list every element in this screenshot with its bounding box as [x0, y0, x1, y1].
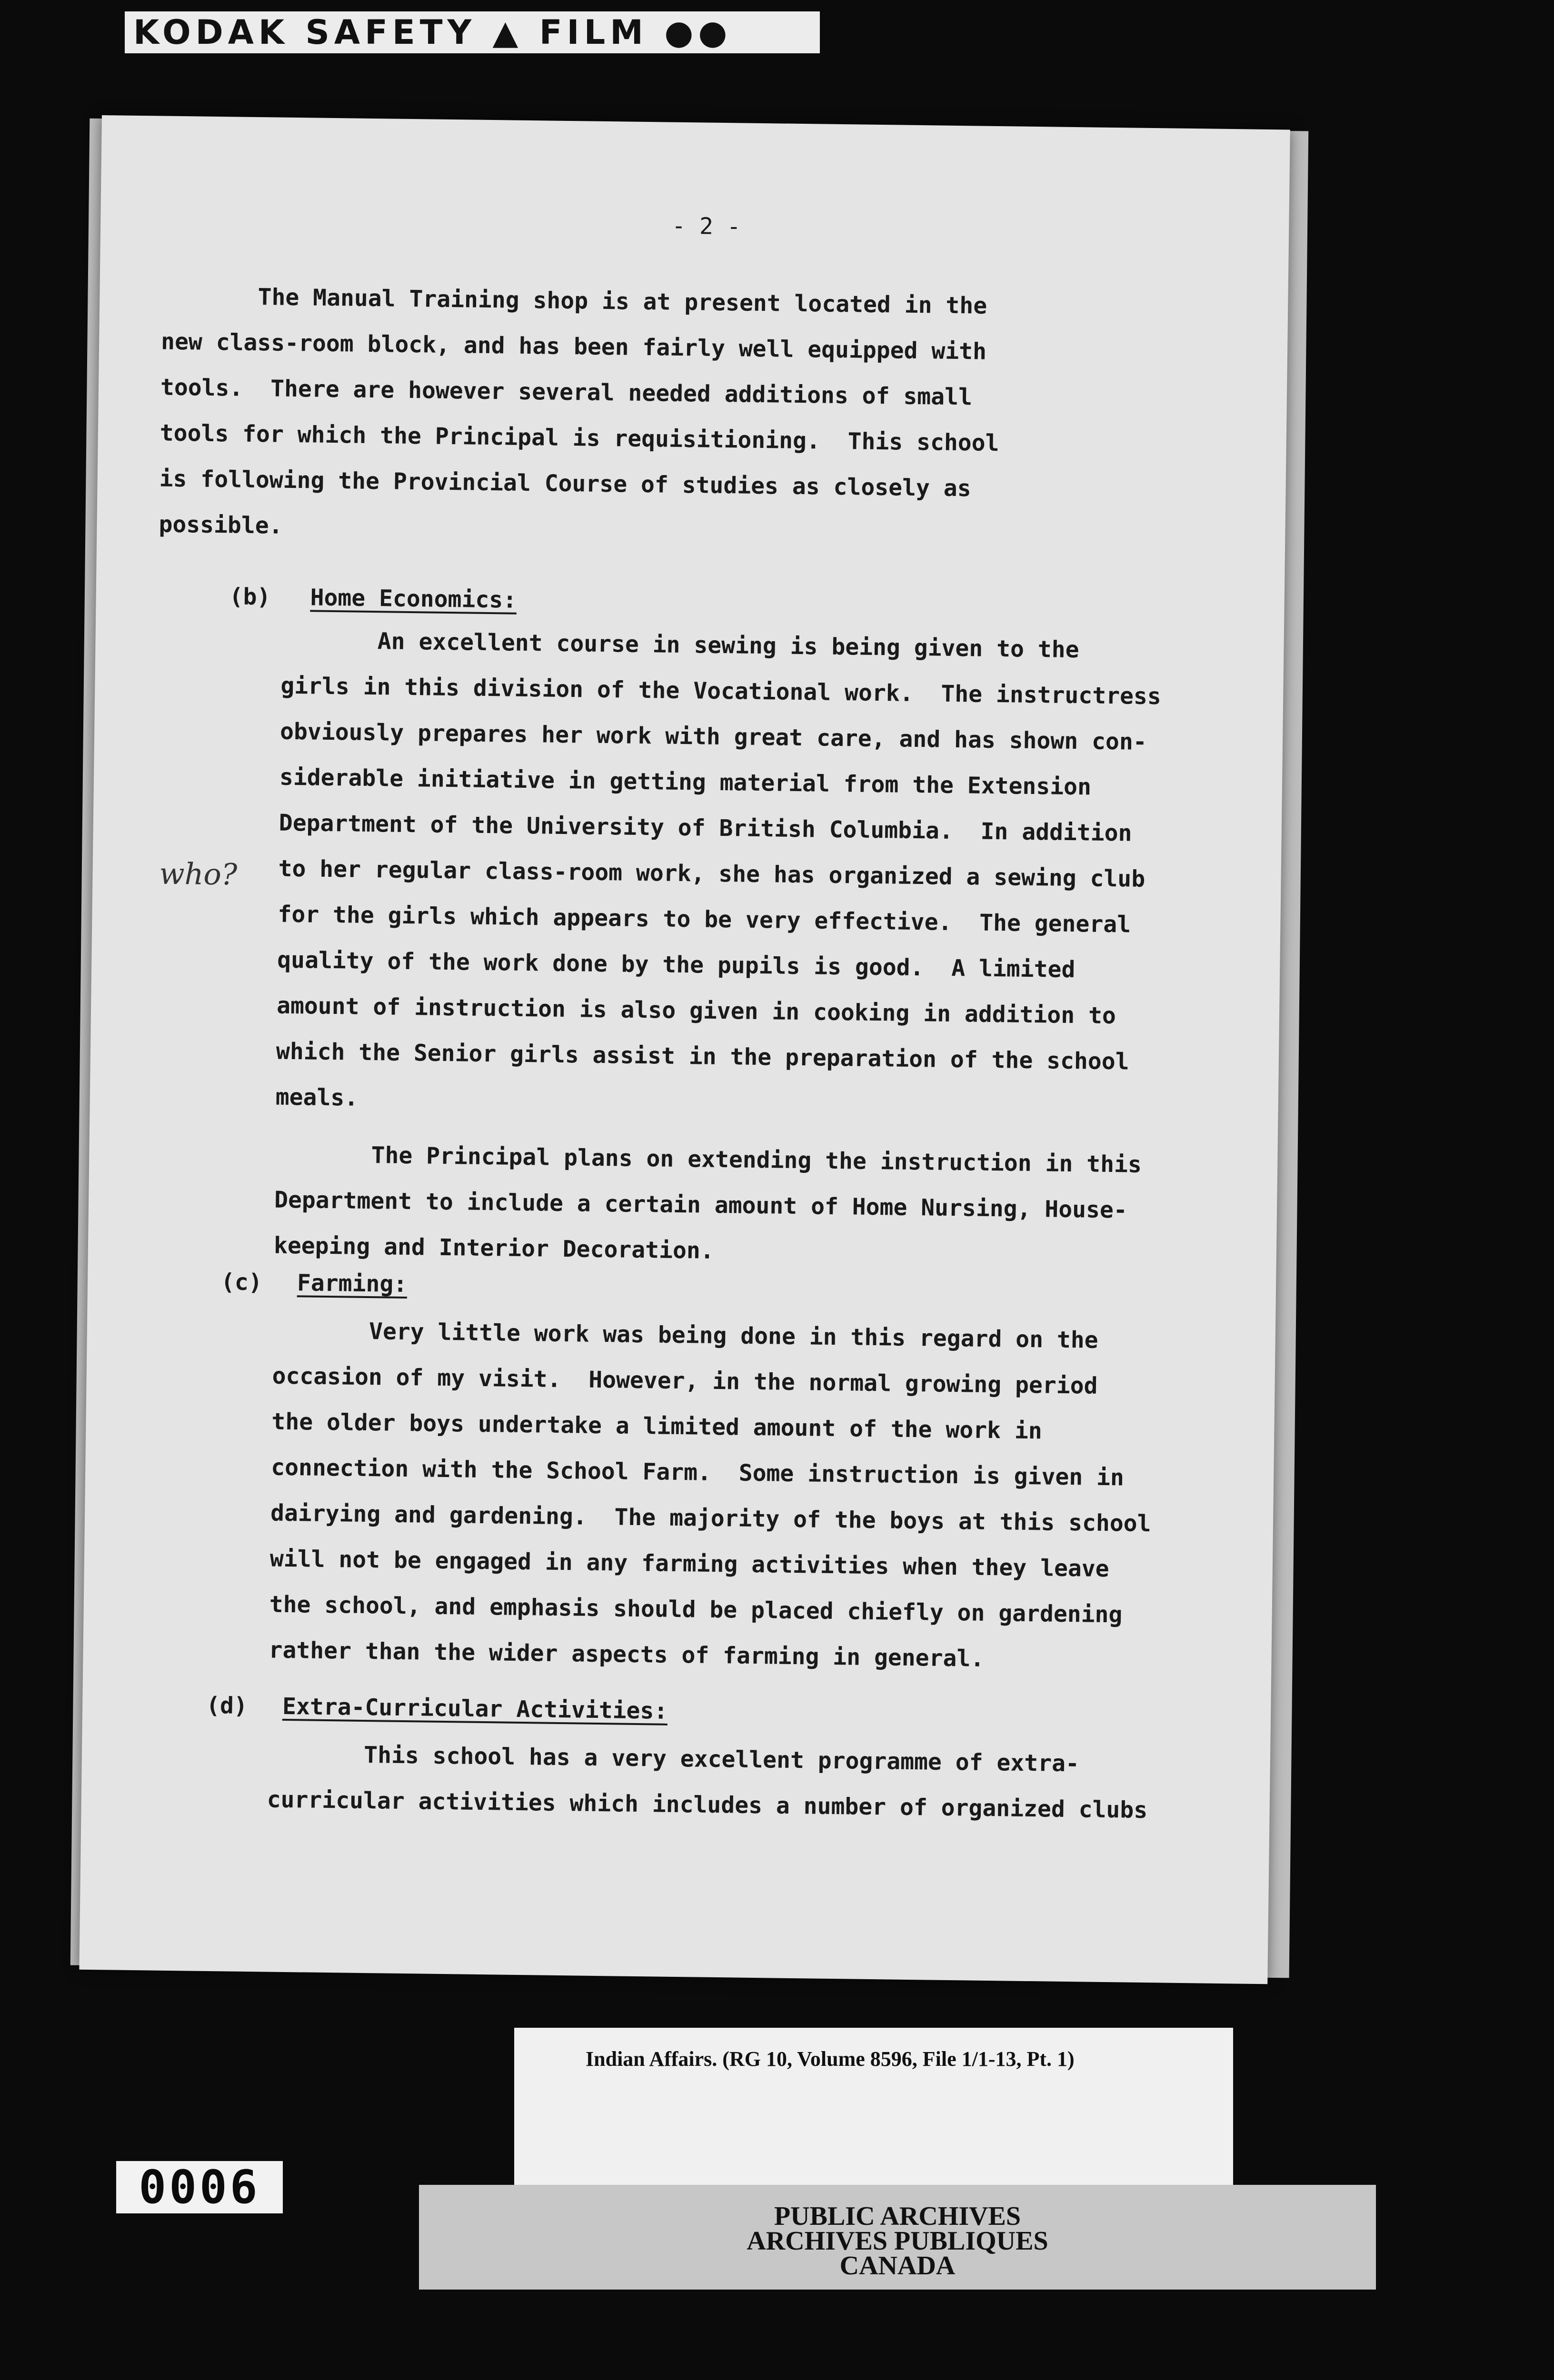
home-economics-p1-line: obviously prepares her work with great care, and has shown con-	[279, 718, 1147, 755]
section-heading-farming: Farming:	[297, 1269, 408, 1298]
section-letter-b: (b)	[229, 583, 271, 611]
intro-line: tools for which the Principal is requisitioning. This school	[159, 419, 999, 457]
archive-stamp-line-2: ARCHIVES PUBLIQUES	[747, 2226, 1048, 2256]
home-economics-p1-line: girls in this division of the Vocational work. The instructress	[280, 672, 1162, 710]
intro-line: possible.	[159, 511, 283, 539]
archive-reference-text: Indian Affairs. (RG 10, Volume 8596, File 1/1-13, Pt. 1)	[586, 2047, 1075, 2071]
home-economics-p1-line: quality of the work done by the pupils is good. A limited	[277, 946, 1076, 983]
home-economics-p2-line: Department to include a certain amount of Home Nursing, House-	[274, 1186, 1128, 1224]
home-economics-p1-line: which the Senior girls assist in the preparation of the school	[276, 1038, 1129, 1075]
farming-line: rather than the wider aspects of farming in general.	[269, 1636, 985, 1672]
section-letter-c: (c)	[220, 1269, 263, 1296]
extra-curricular-paragraph	[267, 1731, 1148, 1834]
intro-line: tools. There are however several needed additions of small	[160, 374, 973, 411]
intro-line: is following the Provincial Course of studies as closely as	[159, 465, 971, 502]
farming-line: the school, and emphasis should be placed chiefly on gardening	[269, 1591, 1123, 1628]
home-economics-p1-line: amount of instruction is also given in cooking in addition to	[276, 992, 1116, 1030]
home-economics-paragraph-2	[273, 1131, 1142, 1279]
section-heading-home-economics: Home Economics:	[310, 584, 517, 614]
farming-paragraph	[269, 1308, 1154, 1684]
home-economics-p1-line: for the girls which appears to be very effective. The general	[278, 901, 1131, 938]
archive-reference-label	[514, 2028, 1233, 2190]
farming-line: occasion of my visit. However, in the normal growing period	[272, 1362, 1098, 1399]
farming-line: will not be engaged in any farming activities when they leave	[269, 1545, 1110, 1583]
intro-line: new class-room block, and has been fairly well equipped with	[160, 328, 987, 365]
section-heading-extra-curricular: Extra-Curricular Activities:	[282, 1693, 668, 1725]
home-economics-p2-line: keeping and Interior Decoration.	[273, 1232, 715, 1264]
handwritten-margin-note: who?	[159, 856, 238, 892]
archive-stamp-band	[419, 2185, 1376, 2290]
farming-line: Very little work was being done in this regard on the	[272, 1317, 1098, 1354]
archive-stamp-line-1: PUBLIC ARCHIVES	[774, 2202, 1021, 2231]
intro-line: The Manual Training shop is at present located in the	[161, 282, 987, 319]
home-economics-paragraph-1	[275, 617, 1162, 1131]
frame-counter: 0006	[116, 2161, 283, 2213]
intro-paragraph	[159, 273, 1001, 557]
document-page	[79, 115, 1290, 1984]
section-letter-d: (d)	[206, 1692, 248, 1719]
home-economics-p1-line: siderable initiative in getting material from the Extension	[279, 764, 1092, 801]
home-economics-p1-line: Department of the University of British Columbia. In addition	[279, 809, 1132, 847]
extra-curricular-line: This school has a very excellent programme of extra-	[267, 1740, 1080, 1777]
home-economics-p1-line: meals.	[275, 1083, 359, 1111]
home-economics-p2-line: The Principal plans on extending the instruction in this	[275, 1140, 1142, 1178]
archive-stamp-line-3: CANADA	[839, 2251, 956, 2281]
film-edge-marking: KODAK SAFETY ▲ FILM ●●	[125, 11, 820, 53]
extra-curricular-line: curricular activities which includes a number of organized clubs	[267, 1786, 1148, 1824]
farming-line: the older boys undertake a limited amount of the work in	[271, 1408, 1043, 1445]
home-economics-p1-line: to her regular class-room work, she has organized a sewing club	[278, 855, 1146, 892]
farming-line: connection with the School Farm. Some instruction is given in	[270, 1454, 1125, 1491]
home-economics-p1-line: An excellent course in sewing is being given to the	[281, 626, 1079, 664]
farming-line: dairying and gardening. The majority of the boys at this school	[270, 1499, 1151, 1537]
page-number: - 2 -	[671, 212, 741, 240]
